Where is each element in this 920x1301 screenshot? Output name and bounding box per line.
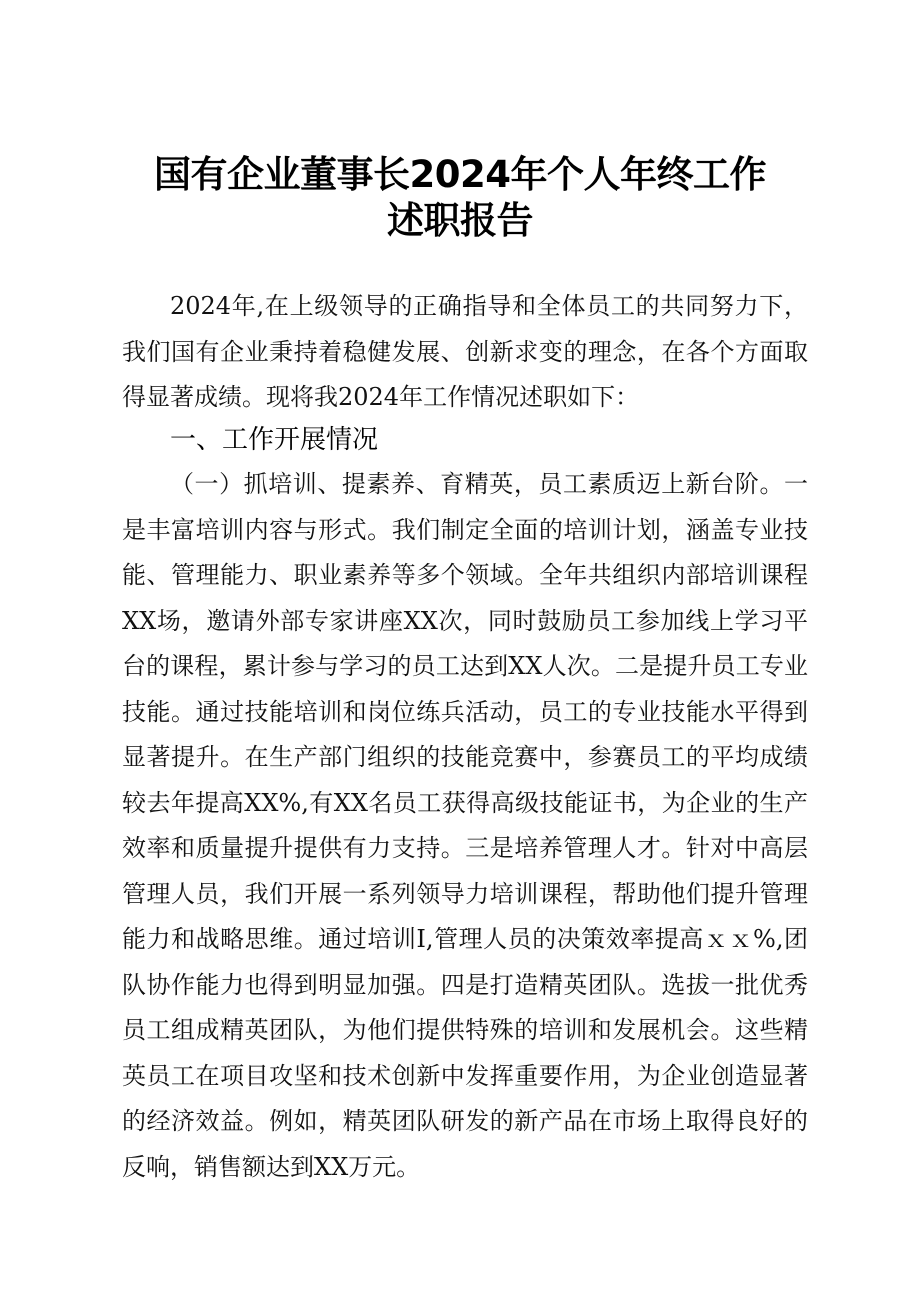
intro-paragraph: 2024年,在上级领导的正确指导和全体员工的共同努力下，我们国有企业秉持着稳健发展、创新求变的理念，在各个方面取得显著成绩。现将我2024年工作情况述职如下： [122,292,808,411]
section-paragraph: （一）抓培训、提素养、育精英，员工素质迈上新台阶。一是丰富培训内容与形式。我们制定全面的培训计划，涵盖专业技能、管理能力、职业素养等多个领域。全年共组织内部培训课程XX场，邀请外部专家讲座XX次，同时鼓励员工参加线上学习平台的课程，累计参与学习的员工达到XX人次。二是提升员工专业技能。通过技能培训和岗位练兵活动，员工的专业技能水平得到显著提升。在生产部门组织的技能竞赛中，参赛员工的平均成绩较去年提高XX%,有XX名员工获得高级技能证书，为企业的生产效率和质量提升提供有力支持。三是培养管理人才。针对中高层管理人员，我们开展一系列领导力培训课程，帮助他们提升管理能力和战略思维。通过培训I,管理人员的决策效率提高ｘｘ%,团队协作能力也得到明显加强。四是打造精英团队。选拔一批优秀员工组成精英团队，为他们提供特殊的培训和发展机会。这些精英员工在项目攻坚和技术创新中发挥重要作用，为企业创造显著的经济效益。例如，精英团队研发的新产品在市场上取得良好的反响，销售额达到XX万元。 [122,470,808,1181]
document-title: 国有企业董事长2024年个人年终工作述职报告 [154,153,766,242]
section-heading: 一、工作开展情况 [170,425,379,455]
